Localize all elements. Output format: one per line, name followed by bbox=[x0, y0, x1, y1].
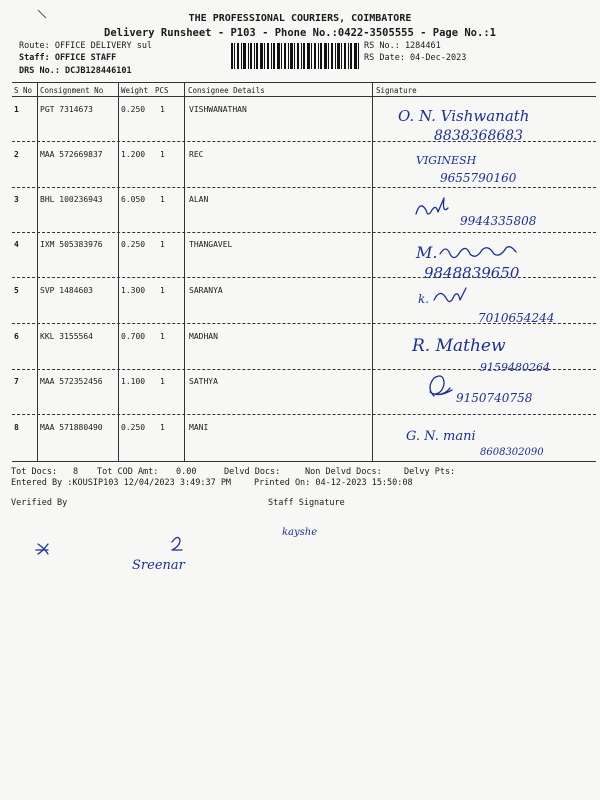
verifier-mark bbox=[172, 537, 182, 550]
row-consignee: VISHWANATHAN bbox=[189, 105, 247, 114]
row-pcs: 1 bbox=[160, 332, 165, 341]
verified-by-label: Verified By bbox=[11, 498, 68, 508]
row-pcs: 1 bbox=[160, 150, 165, 159]
signature-phone: 9944335808 bbox=[460, 214, 537, 228]
row-pcs: 1 bbox=[160, 423, 165, 432]
signature-name: M. bbox=[416, 243, 438, 262]
row-consignment: SVP 1484603 bbox=[40, 286, 93, 295]
row-consignment: MAA 572669837 bbox=[40, 150, 103, 159]
drs-number: DRS No.: DCJB128446101 bbox=[19, 66, 132, 76]
row-weight: 1.300 bbox=[121, 286, 146, 295]
row-consignment: BHL 100236943 bbox=[40, 195, 103, 204]
row-consignment: MAA 571880490 bbox=[40, 423, 103, 432]
col-divider bbox=[118, 82, 119, 461]
rs-date: RS Date: 04-Dec-2023 bbox=[364, 53, 467, 63]
signature-name: VIGINESH bbox=[416, 154, 477, 167]
col-header-consignee: Consignee Details bbox=[188, 86, 265, 95]
signature-phone: 8608302090 bbox=[480, 447, 544, 458]
col-header-weight: Weight bbox=[121, 86, 149, 95]
tot-cod-value: 0.00 bbox=[176, 467, 197, 477]
row-weight: 1.100 bbox=[121, 377, 146, 386]
col-header-consignment: Consignment No bbox=[40, 86, 104, 95]
staff-label: Staff: OFFICE STAFF bbox=[19, 53, 117, 63]
col-header-signature: Signature bbox=[376, 86, 417, 95]
staff-handwritten-signature: kayshe bbox=[282, 527, 318, 538]
row-consignment: MAA 572352456 bbox=[40, 377, 103, 386]
row-weight: 1.200 bbox=[121, 150, 146, 159]
row-consignment: IXM 505383976 bbox=[40, 240, 103, 249]
tot-cod-label: Tot COD Amt: bbox=[97, 467, 159, 477]
delvy-pts-label: Delvy Pts: bbox=[404, 467, 456, 477]
table-bottom-border bbox=[12, 461, 596, 462]
row-weight: 0.250 bbox=[121, 240, 146, 249]
row-sno: 6 bbox=[14, 332, 19, 341]
signature-scribble bbox=[430, 376, 452, 396]
tot-docs-label: Tot Docs: bbox=[11, 467, 58, 477]
signature-phone: 9655790160 bbox=[440, 171, 517, 185]
signature-name: O. N. Vishwanath bbox=[398, 107, 530, 125]
col-divider bbox=[37, 82, 38, 461]
route-label: Route: OFFICE DELIVERY sul bbox=[19, 41, 153, 51]
row-weight: 6.050 bbox=[121, 195, 146, 204]
row-sno: 1 bbox=[14, 105, 19, 114]
row-pcs: 1 bbox=[160, 377, 165, 386]
row-consignee: SATHYA bbox=[189, 377, 218, 386]
signature-initial: k. bbox=[418, 292, 430, 306]
row-sno: 4 bbox=[14, 240, 19, 249]
runsheet-title: Delivery Runsheet - P103 - Phone No.:0422-3505555 - Page No.:1 bbox=[104, 27, 496, 39]
non-delvd-docs-label: Non Delvd Docs: bbox=[305, 467, 382, 477]
row-consignee: MADHAN bbox=[189, 332, 218, 341]
delvd-docs-label: Delvd Docs: bbox=[224, 467, 281, 477]
row-consignee: SARANYA bbox=[189, 286, 223, 295]
col-divider bbox=[184, 82, 185, 461]
signature-scribble bbox=[440, 247, 516, 258]
row-consignee: ALAN bbox=[189, 195, 209, 204]
signature-phone: 9159480264 bbox=[480, 361, 550, 374]
col-header-sno: S No bbox=[14, 86, 33, 95]
signature-column bbox=[372, 96, 596, 461]
rs-number: RS No.: 1284461 bbox=[364, 41, 441, 51]
signature-name: R. Mathew bbox=[412, 336, 506, 356]
barcode-icon bbox=[231, 43, 359, 69]
row-consignee: MANI bbox=[189, 423, 209, 432]
signature-scribble bbox=[416, 198, 448, 214]
verifier-handwritten-signature: Sreenar bbox=[132, 558, 185, 573]
verifier-mark bbox=[36, 544, 48, 554]
staff-signature-label: Staff Signature bbox=[268, 498, 345, 508]
row-consignment: PGT 7314673 bbox=[40, 105, 93, 114]
signature-phone: 7010654244 bbox=[478, 311, 555, 325]
row-weight: 0.250 bbox=[121, 105, 146, 114]
printed-on: Printed On: 04-12-2023 15:50:08 bbox=[254, 478, 413, 488]
row-sno: 7 bbox=[14, 377, 19, 386]
row-sno: 3 bbox=[14, 195, 19, 204]
row-pcs: 1 bbox=[160, 240, 165, 249]
signature-name: G. N. mani bbox=[406, 429, 476, 444]
footer-handwriting bbox=[0, 512, 600, 582]
row-pcs: 1 bbox=[160, 105, 165, 114]
col-header-pcs: PCS bbox=[155, 86, 169, 95]
tot-docs-value: 8 bbox=[73, 467, 79, 477]
row-sno: 5 bbox=[14, 286, 19, 295]
row-consignment: KKL 3155564 bbox=[40, 332, 93, 341]
signature-phone: 9150740758 bbox=[456, 391, 533, 405]
row-consignee: REC bbox=[189, 150, 204, 159]
row-sno: 8 bbox=[14, 423, 19, 432]
row-pcs: 1 bbox=[160, 195, 165, 204]
signature-scribble bbox=[434, 288, 466, 302]
company-title: THE PROFESSIONAL COURIERS, COIMBATORE bbox=[188, 13, 412, 24]
signature-phone: 8838368683 bbox=[434, 128, 524, 144]
entered-by: Entered By :KOUSIP103 12/04/2023 3:49:37 PM bbox=[11, 478, 232, 488]
corner-mark bbox=[36, 8, 48, 20]
row-pcs: 1 bbox=[160, 286, 165, 295]
row-weight: 0.250 bbox=[121, 423, 146, 432]
table-top-border bbox=[12, 82, 596, 83]
row-sno: 2 bbox=[14, 150, 19, 159]
signature-phone: 9848839650 bbox=[424, 264, 520, 282]
row-consignee: THANGAVEL bbox=[189, 240, 233, 249]
row-weight: 0.700 bbox=[121, 332, 146, 341]
